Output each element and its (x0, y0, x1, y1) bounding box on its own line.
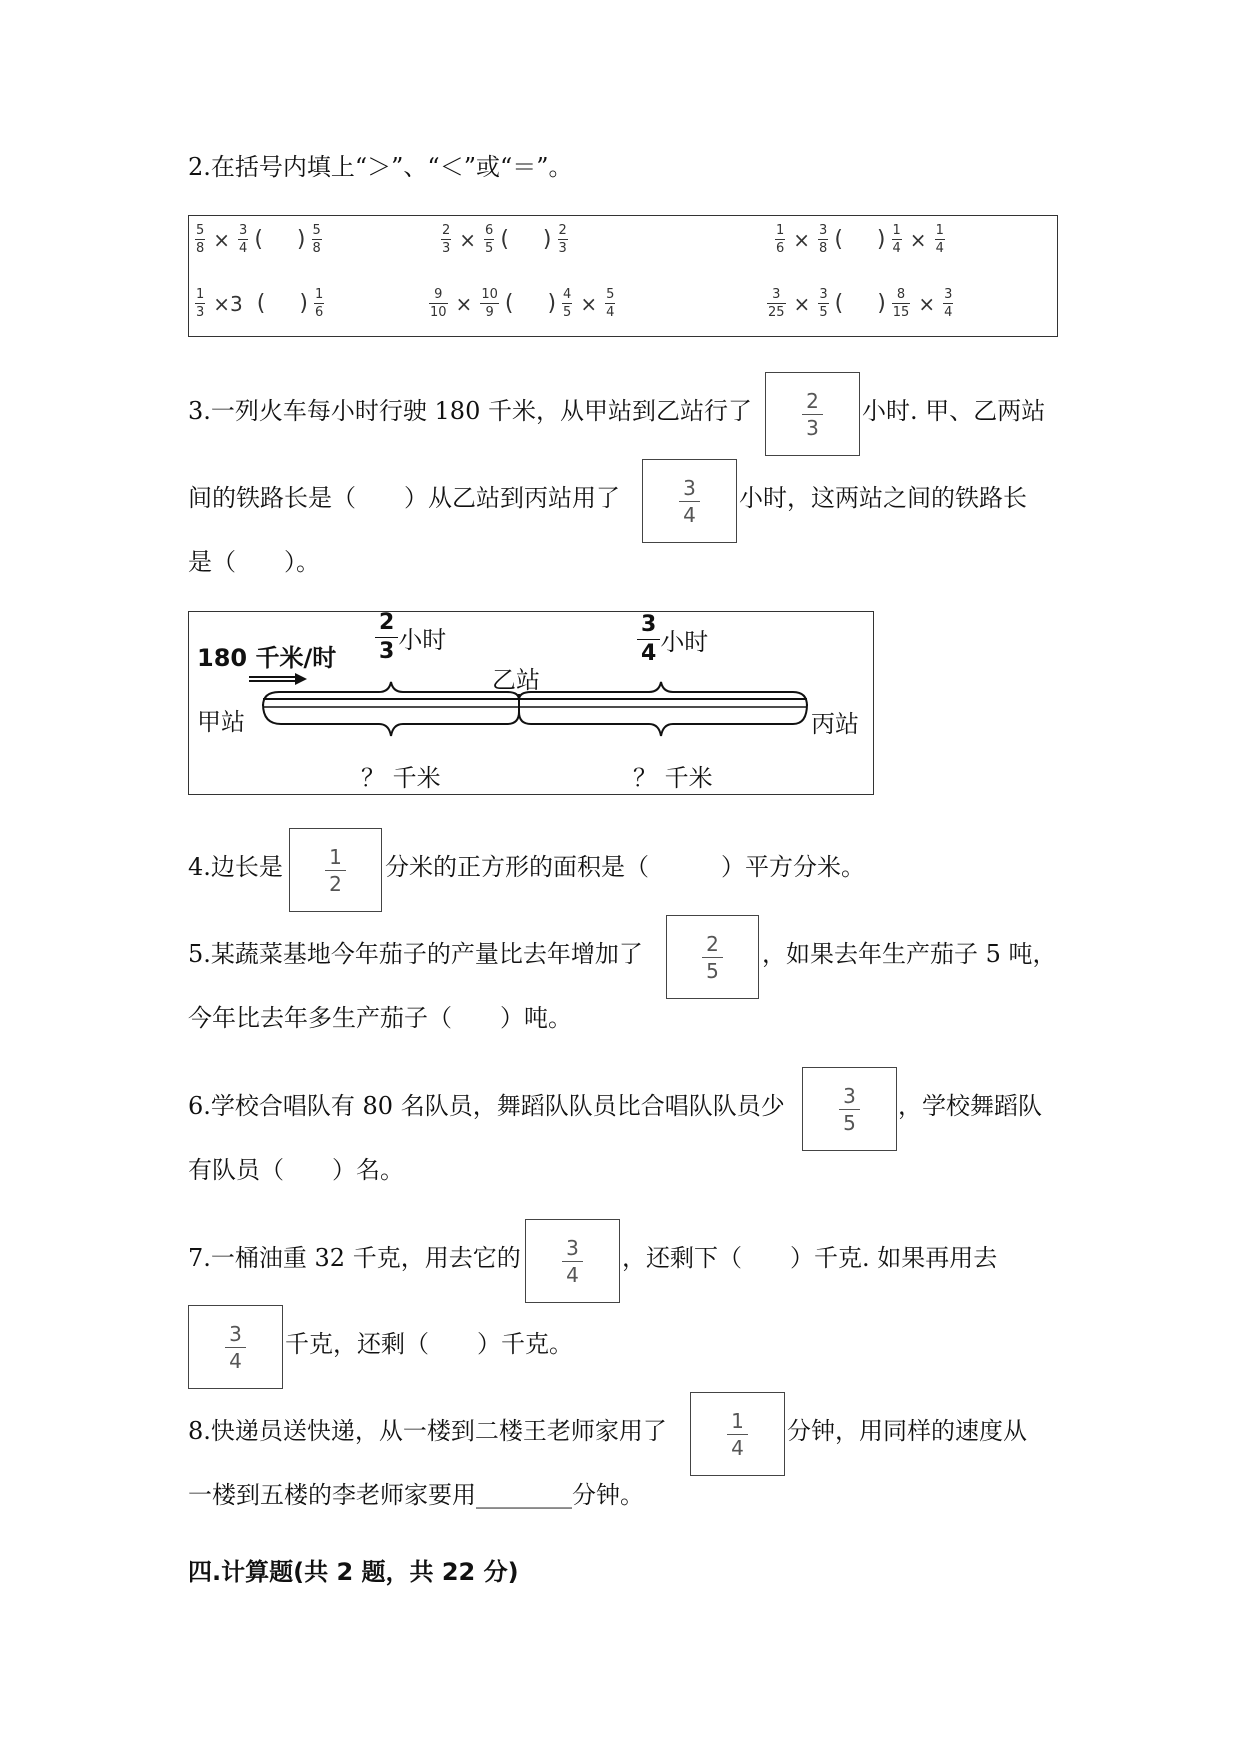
fraction: $\frac{1}{4}$ (935, 223, 944, 256)
q2-r2-item2: $\frac{9}{10}$ × $\frac{10}{9}$ ( ) $\frac{4}{5}$ × $\frac{5}{4}$ (430, 287, 615, 320)
fraction: $\frac{3}{4}$ (239, 223, 248, 256)
fraction: $\frac{1}{6}$ (776, 223, 785, 256)
fraction: $\frac{1}{2}$ (325, 847, 346, 894)
fraction: $\frac{2}{3}$ (558, 223, 567, 256)
q2-comparison-box (188, 215, 1058, 337)
q3-line1-a: 3.一列火车每小时行驶 180 千米，从甲站到乙站行了 (188, 397, 752, 425)
fraction: $\frac{2}{3}$ (375, 612, 398, 663)
q3-fraction-box-2 (642, 459, 737, 543)
q2-r2-item1: $\frac{1}{3}$ ×3 ( ) $\frac{1}{6}$ (196, 287, 324, 320)
fraction: $\frac{5}{4}$ (606, 287, 615, 320)
station-jia-label: 甲站 (197, 708, 245, 736)
fraction: $\frac{3}{4}$ (944, 287, 953, 320)
fraction: $\frac{1}{6}$ (314, 287, 324, 320)
q7-fraction-box-1 (525, 1219, 620, 1303)
distance-unknown-right: ？ 千米 (633, 764, 713, 792)
fraction: $\frac{2}{3}$ (802, 391, 823, 438)
fraction: $\frac{5}{8}$ (196, 223, 205, 256)
speed-label: 180 千米/时 (197, 644, 337, 672)
q5-text-b: ，如果去年生产茄子 5 吨， (762, 940, 1057, 968)
q3-line2-b: 小时，这两站之间的铁路长 (739, 484, 1027, 512)
q3-fraction-box-1 (765, 372, 860, 456)
fraction: $\frac{10}{9}$ (481, 287, 498, 320)
fraction: $\frac{3}{5}$ (819, 287, 828, 320)
fraction: $\frac{2}{3}$ (442, 223, 451, 256)
diagram-fraction-1: $\frac{2}{3}$ 小时 (375, 612, 446, 663)
fraction: $\frac{3}{25}$ (768, 287, 785, 320)
q5-line2: 今年比去年多生产茄子（ ）吨。 (188, 1004, 572, 1032)
distance-unknown-left: ？ 千米 (361, 764, 441, 792)
q7-fraction-box-2 (188, 1305, 283, 1389)
fraction: $\frac{8}{15}$ (892, 287, 910, 320)
diagram-fraction-2: $\frac{3}{4}$ 小时 (637, 614, 708, 665)
q2-r1-item1: $\frac{5}{8}$ × $\frac{3}{4}$ ( ) $\frac{5}{8}$ (196, 223, 321, 256)
q4-text-b: 分米的正方形的面积是（ ）平方分米。 (385, 853, 865, 881)
q8-fraction-box (690, 1392, 785, 1476)
q7-text-a: 7.一桶油重 32 千克，用去它的 (188, 1244, 521, 1272)
q8-line2: 一楼到五楼的李老师家要用________分钟。 (188, 1481, 644, 1509)
fraction: $\frac{3}{4}$ (225, 1324, 246, 1371)
fraction: $\frac{4}{5}$ (563, 287, 572, 320)
q6-text-a: 6.学校合唱队有 80 名队员，舞蹈队队员比合唱队队员少 (188, 1092, 785, 1120)
q6-line2: 有队员（ ）名。 (188, 1156, 404, 1184)
fraction: $\frac{9}{10}$ (430, 287, 447, 320)
fraction: $\frac{1}{4}$ (727, 1411, 748, 1458)
q2-r1-item3: $\frac{1}{6}$ × $\frac{3}{8}$ ( ) $\frac{1}{4}$ × $\frac{1}{4}$ (776, 223, 944, 256)
q5-fraction-box (666, 915, 759, 999)
q7-text-b: ，还剩下（ ）千克. 如果再用去 (622, 1244, 998, 1272)
q2-prompt: 2.在括号内填上“＞”、“＜”或“＝”。 (188, 153, 573, 181)
q3-line1-b: 小时. 甲、乙两站 (862, 397, 1046, 425)
fraction: $\frac{3}{4}$ (679, 478, 700, 525)
q7-line2: 千克，还剩（ ）千克。 (285, 1330, 573, 1358)
fraction: $\frac{2}{5}$ (702, 934, 723, 981)
fraction: $\frac{3}{5}$ (839, 1086, 860, 1133)
fraction: $\frac{3}{8}$ (819, 223, 828, 256)
fraction: $\frac{5}{8}$ (312, 223, 321, 256)
q5-text-a: 5.某蔬菜基地今年茄子的产量比去年增加了 (188, 940, 643, 968)
q2-r1-item2: $\frac{2}{3}$ × $\frac{6}{5}$ ( ) $\frac{2}{3}$ (442, 223, 567, 256)
q4-text-a: 4.边长是 (188, 853, 283, 881)
q8-text-b: 分钟，用同样的速度从 (787, 1417, 1027, 1445)
fraction: $\frac{6}{5}$ (485, 223, 494, 256)
q6-text-b: ，学校舞蹈队 (898, 1092, 1042, 1120)
q4-fraction-box (289, 828, 382, 912)
rail-line-braces (189, 612, 875, 796)
q3-line3: 是（ ）。 (188, 548, 320, 576)
q6-fraction-box (802, 1067, 897, 1151)
q3-diagram (188, 611, 874, 795)
q8-text-a: 8.快递员送快递，从一楼到二楼王老师家用了 (188, 1417, 667, 1445)
q3-line2-a: 间的铁路长是（ ）从乙站到丙站用了 (188, 484, 620, 512)
fraction: $\frac{1}{3}$ (196, 287, 205, 320)
fraction: $\frac{3}{4}$ (562, 1238, 583, 1285)
fraction: $\frac{3}{4}$ (637, 614, 660, 665)
section-4-heading: 四.计算题(共 2 题，共 22 分) (188, 1558, 519, 1586)
station-bing-label: 丙站 (811, 710, 859, 738)
q2-r2-item3: $\frac{3}{25}$ × $\frac{3}{5}$ ( ) $\frac{8}{15}$ × $\frac{3}{4}$ (768, 287, 953, 320)
fraction: $\frac{1}{4}$ (892, 223, 901, 256)
station-yi-label: 乙站 (492, 666, 540, 694)
